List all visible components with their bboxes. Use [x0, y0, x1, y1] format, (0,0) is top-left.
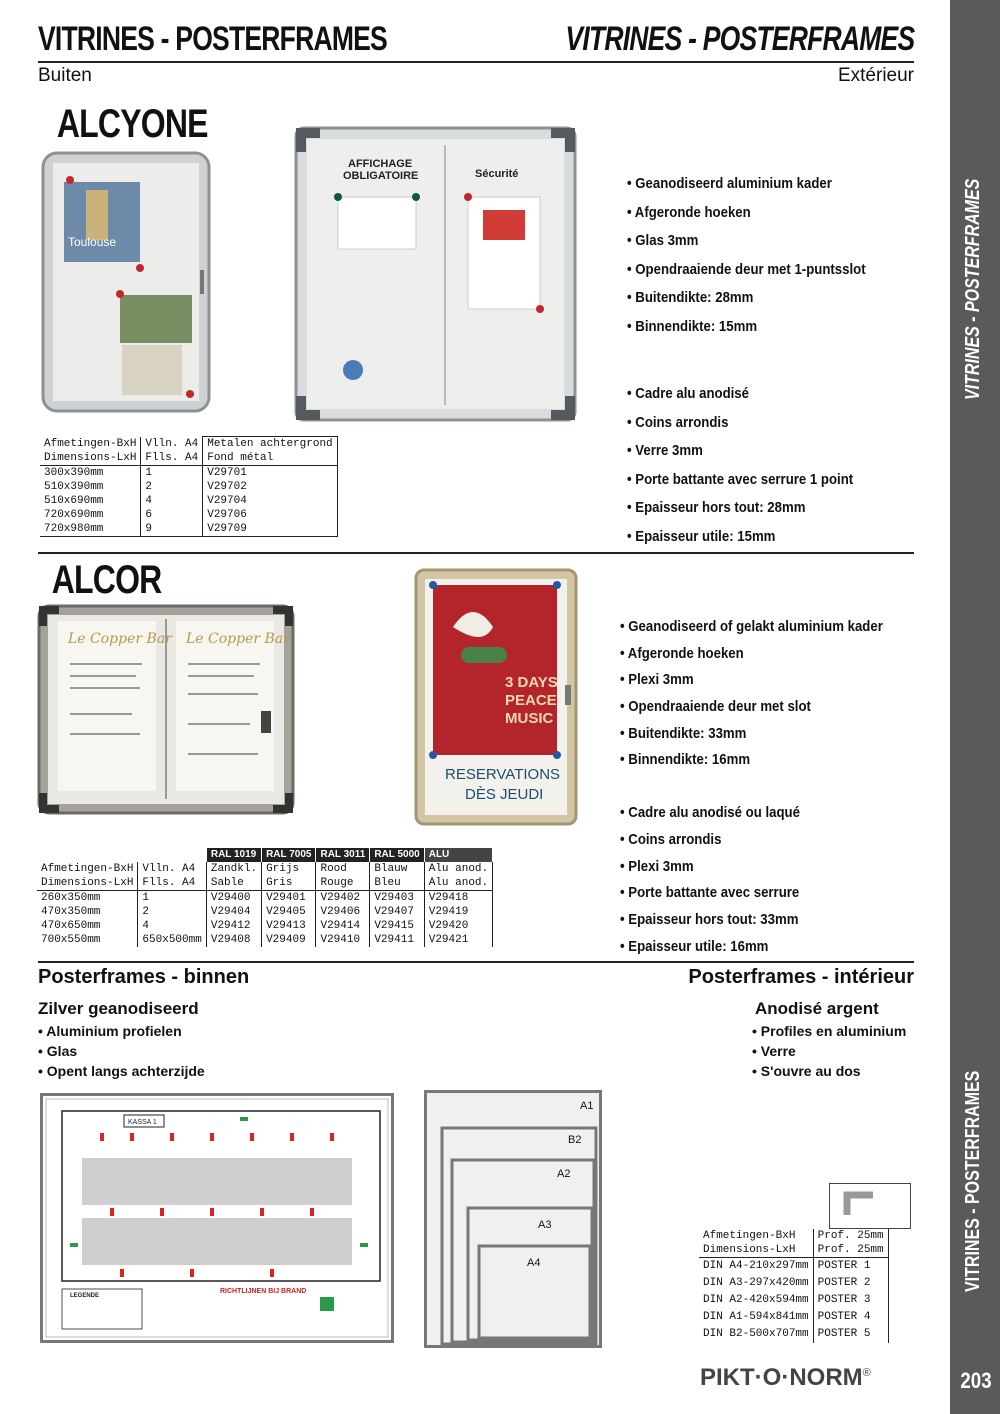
sidebar-label-top: VITRINES - POSTERFRAMES: [962, 178, 984, 400]
title-right: VITRINES - POSTERFRAMES: [565, 20, 914, 58]
table-cell: V29409: [262, 933, 316, 947]
table-row: [699, 1258, 888, 1276]
table-head: Flls. A4: [138, 876, 206, 891]
table-head: Dimensions-LxH: [37, 876, 138, 891]
alcyone-single-image: [40, 150, 212, 414]
table-cell: V29410: [316, 933, 370, 947]
table-cell: DIN B2-500x707mm: [699, 1326, 813, 1343]
table-cell: V29704: [203, 494, 337, 508]
bullet: • Opendraaiende deur met slot: [620, 694, 883, 721]
table-cell: V29401: [262, 891, 316, 906]
svg-text:AFFICHAGE: AFFICHAGE: [348, 158, 413, 170]
plan-rules: RICHTLIJNEN BIJ BRAND: [220, 1288, 307, 1295]
table-head: Gris: [262, 876, 316, 891]
svg-text:Le Copper Bar: Le Copper Bar: [68, 631, 172, 647]
table-row: [37, 905, 493, 919]
svg-text:MUSIC: MUSIC: [505, 710, 554, 727]
alcor-table: [37, 848, 493, 947]
bullet: • Coins arrondis: [620, 827, 800, 854]
alcor-single-image: [413, 567, 579, 827]
size-label-a1: A1: [580, 1100, 594, 1112]
table-cell: 470x650mm: [37, 919, 138, 933]
table-head: Prof. 25mm: [813, 1229, 888, 1243]
subtitle-right: Extérieur: [837, 65, 914, 86]
table-cell: V29411: [370, 933, 424, 947]
brand-logo: [700, 1364, 871, 1392]
alcor-title: ALCOR: [51, 558, 162, 602]
table-cell: V29403: [370, 891, 424, 906]
table-row: [40, 480, 337, 494]
plan-legend: LEGENDE: [70, 1293, 100, 1299]
table-cell: 4: [138, 919, 206, 933]
size-label-b2: B2: [568, 1134, 582, 1146]
table-row: [40, 466, 337, 481]
table-cell: V29421: [424, 933, 492, 947]
table-head: Alu anod.: [424, 876, 492, 891]
table-head: Flls. A4: [141, 451, 203, 466]
bullet: • Geanodiseerd aluminium kader: [627, 170, 866, 199]
size-label-a2: A2: [557, 1168, 571, 1180]
svg-text:Le Copper Bar: Le Copper Bar: [186, 631, 290, 647]
brand-logo-text: PIKT·O·NORM: [700, 1364, 863, 1391]
alcor-double-image: [36, 603, 296, 816]
bullet: • Epaisseur hors tout: 28mm: [627, 494, 853, 523]
bullet: • Aluminium profielen: [38, 1023, 182, 1039]
subtitle-left: Buiten: [38, 65, 92, 86]
blank-cell: [138, 848, 206, 862]
table-cell: 650x500mm: [138, 933, 206, 947]
alcyone-bullets-nl: [627, 170, 866, 341]
bullet: • Cadre alu anodisé: [627, 380, 853, 409]
table-row: [699, 1275, 888, 1292]
table-head: Bleu: [370, 876, 424, 891]
table-cell: V29418: [424, 891, 492, 906]
posterframes-title-right: Posterframes - intérieur: [688, 966, 914, 988]
table-head: Rood: [316, 862, 370, 876]
bullet: • Profiles en aluminium: [752, 1023, 907, 1039]
table-cell: 720x980mm: [40, 522, 141, 537]
floorplan-frame-image: [40, 1093, 394, 1343]
bullet: • Cadre alu anodisé ou laqué: [620, 800, 800, 827]
table-cell: POSTER 2: [813, 1275, 888, 1292]
table-cell: V29706: [203, 508, 337, 522]
ral-header: RAL 7005: [262, 848, 316, 862]
bullet: • Opendraaiende deur met 1-puntsslot: [627, 256, 866, 285]
table-cell: 720x690mm: [40, 508, 141, 522]
table-cell: V29419: [424, 905, 492, 919]
table-head: Vlln. A4: [138, 862, 206, 876]
alcyone-table: [40, 436, 338, 537]
bullet: • Afgeronde hoeken: [627, 199, 866, 228]
alcyone-title: ALCYONE: [56, 102, 208, 146]
table-cell: V29413: [262, 919, 316, 933]
sidebar: [950, 0, 1000, 1414]
table-row: [699, 1292, 888, 1309]
bullet: • Glas 3mm: [627, 227, 866, 256]
bullet: • Epaisseur hors tout: 33mm: [620, 907, 800, 934]
table-cell: V29709: [203, 522, 337, 537]
table-cell: 4: [141, 494, 203, 508]
table-cell: V29402: [316, 891, 370, 906]
bullet: • Verre: [752, 1043, 796, 1059]
svg-text:DÈS JEUDI: DÈS JEUDI: [465, 786, 544, 803]
table-cell: V29415: [370, 919, 424, 933]
posterframes-sub-nl: Zilver geanodiseerd: [38, 999, 199, 1018]
table-cell: POSTER 1: [813, 1258, 888, 1276]
svg-text:RESERVATIONS: RESERVATIONS: [445, 766, 561, 783]
bullet: • Binnendikte: 15mm: [627, 313, 866, 342]
alcor-bullets-nl: [620, 614, 883, 774]
table-head: Afmetingen-BxH: [699, 1229, 813, 1243]
table-cell: V29407: [370, 905, 424, 919]
table-cell: V29400: [206, 891, 261, 906]
bullet: • Epaisseur utile: 16mm: [620, 934, 800, 961]
table-head: Dimensions-LxH: [40, 451, 141, 466]
table-cell: V29408: [206, 933, 261, 947]
table-cell: 260x350mm: [37, 891, 138, 906]
page-number: 203: [960, 1368, 992, 1393]
table-head: Alu anod.: [424, 862, 492, 876]
table-cell: DIN A2-420x594mm: [699, 1292, 813, 1309]
bullet: • Porte battante avec serrure: [620, 880, 800, 907]
sidebar-label-bottom: VITRINES - POSTERFRAMES: [962, 1070, 984, 1292]
table-row: [699, 1326, 888, 1343]
table-cell: POSTER 4: [813, 1309, 888, 1326]
table-cell: 1: [141, 466, 203, 481]
table-cell: V29406: [316, 905, 370, 919]
alcyone-bullets-fr: [627, 380, 853, 551]
table-cell: DIN A1-594x841mm: [699, 1309, 813, 1326]
table-cell: POSTER 5: [813, 1326, 888, 1343]
bullet: • Opent langs achterzijde: [38, 1063, 205, 1079]
posterframes-bullets-fr: [752, 1021, 906, 1081]
bullet: • Verre 3mm: [627, 437, 853, 466]
alcor-bullets-fr: [620, 800, 800, 961]
table-cell: V29702: [203, 480, 337, 494]
section-rule: [38, 552, 914, 554]
table-head: Zandkl.: [206, 862, 261, 876]
table-cell: V29404: [206, 905, 261, 919]
table-row: [37, 891, 493, 906]
table-cell: V29701: [203, 466, 337, 481]
bullet: • Porte battante avec serrure 1 point: [627, 466, 853, 495]
posterframes-title-left: Posterframes - binnen: [38, 966, 250, 988]
bullet: • Buitendikte: 33mm: [620, 721, 883, 748]
table-cell: 2: [138, 905, 206, 919]
posterframes-sub-fr: Anodisé argent: [755, 999, 879, 1018]
ral-header: RAL 5000: [370, 848, 424, 862]
table-head: Prof. 25mm: [813, 1243, 888, 1258]
section-rule: [38, 961, 914, 963]
svg-text:3 DAYS: 3 DAYS: [505, 674, 558, 691]
bullet: • Epaisseur utile: 15mm: [627, 523, 853, 552]
table-cell: V29412: [206, 919, 261, 933]
table-row: [40, 508, 337, 522]
bullet: • Glas: [38, 1043, 78, 1059]
table-head: Grijs: [262, 862, 316, 876]
table-row: [40, 494, 337, 508]
blank-cell: [37, 848, 138, 862]
table-cell: V29420: [424, 919, 492, 933]
header-rule: [38, 61, 914, 63]
table-row: [699, 1309, 888, 1326]
table-head: Afmetingen-BxH: [40, 437, 141, 452]
ral-header: ALU: [424, 848, 492, 862]
table-row: [40, 522, 337, 537]
table-cell: 510x690mm: [40, 494, 141, 508]
table-cell: 9: [141, 522, 203, 537]
svg-text:OBLIGATOIRE: OBLIGATOIRE: [343, 170, 419, 182]
size-label-a3: A3: [538, 1219, 552, 1231]
table-cell: DIN A3-297x420mm: [699, 1275, 813, 1292]
table-cell: V29405: [262, 905, 316, 919]
posterframes-table: [699, 1229, 889, 1343]
plan-kassa: KASSA 1: [128, 1119, 157, 1126]
table-head: Vlln. A4: [141, 437, 203, 452]
table-head: Sable: [206, 876, 261, 891]
table-cell: 470x350mm: [37, 905, 138, 919]
table-cell: 300x390mm: [40, 466, 141, 481]
poster-sizes-image: [424, 1090, 602, 1348]
table-head: Blauw: [370, 862, 424, 876]
alcyone-double-image: [293, 125, 578, 423]
table-cell: 6: [141, 508, 203, 522]
table-cell: DIN A4-210x297mm: [699, 1258, 813, 1276]
table-cell: 510x390mm: [40, 480, 141, 494]
svg-text:Sécurité: Sécurité: [475, 168, 519, 180]
bullet: • Afgeronde hoeken: [620, 641, 883, 668]
bullet: • Binnendikte: 16mm: [620, 747, 883, 774]
table-row: [37, 933, 493, 947]
table-row: [37, 919, 493, 933]
table-head: Fond métal: [203, 451, 337, 466]
table-cell: POSTER 3: [813, 1292, 888, 1309]
table-cell: 2: [141, 480, 203, 494]
bullet: • Coins arrondis: [627, 409, 853, 438]
ral-header: RAL 3011: [316, 848, 370, 862]
ral-header: RAL 1019: [206, 848, 261, 862]
table-head: Metalen achtergrond: [203, 437, 337, 452]
bullet: • Plexi 3mm: [620, 667, 883, 694]
alcyone-photo-caption: Toulouse: [68, 235, 117, 249]
title-left: VITRINES - POSTERFRAMES: [38, 20, 387, 58]
bullet: • Buitendikte: 28mm: [627, 284, 866, 313]
table-cell: 1: [138, 891, 206, 906]
registered-mark: ®: [862, 1367, 871, 1379]
table-head: Afmetingen-BxH: [37, 862, 138, 876]
svg-text:PEACE: PEACE: [505, 692, 557, 709]
posterframes-bullets-nl: [38, 1021, 205, 1081]
table-head: Rouge: [316, 876, 370, 891]
bullet: • Geanodiseerd of gelakt aluminium kader: [620, 614, 883, 641]
table-cell: 700x550mm: [37, 933, 138, 947]
size-label-a4: A4: [527, 1257, 541, 1269]
table-cell: V29414: [316, 919, 370, 933]
table-head: Dimensions-LxH: [699, 1243, 813, 1258]
bullet: • S'ouvre au dos: [752, 1063, 861, 1079]
profile-corner-image: [829, 1183, 911, 1229]
bullet: • Plexi 3mm: [620, 854, 800, 881]
